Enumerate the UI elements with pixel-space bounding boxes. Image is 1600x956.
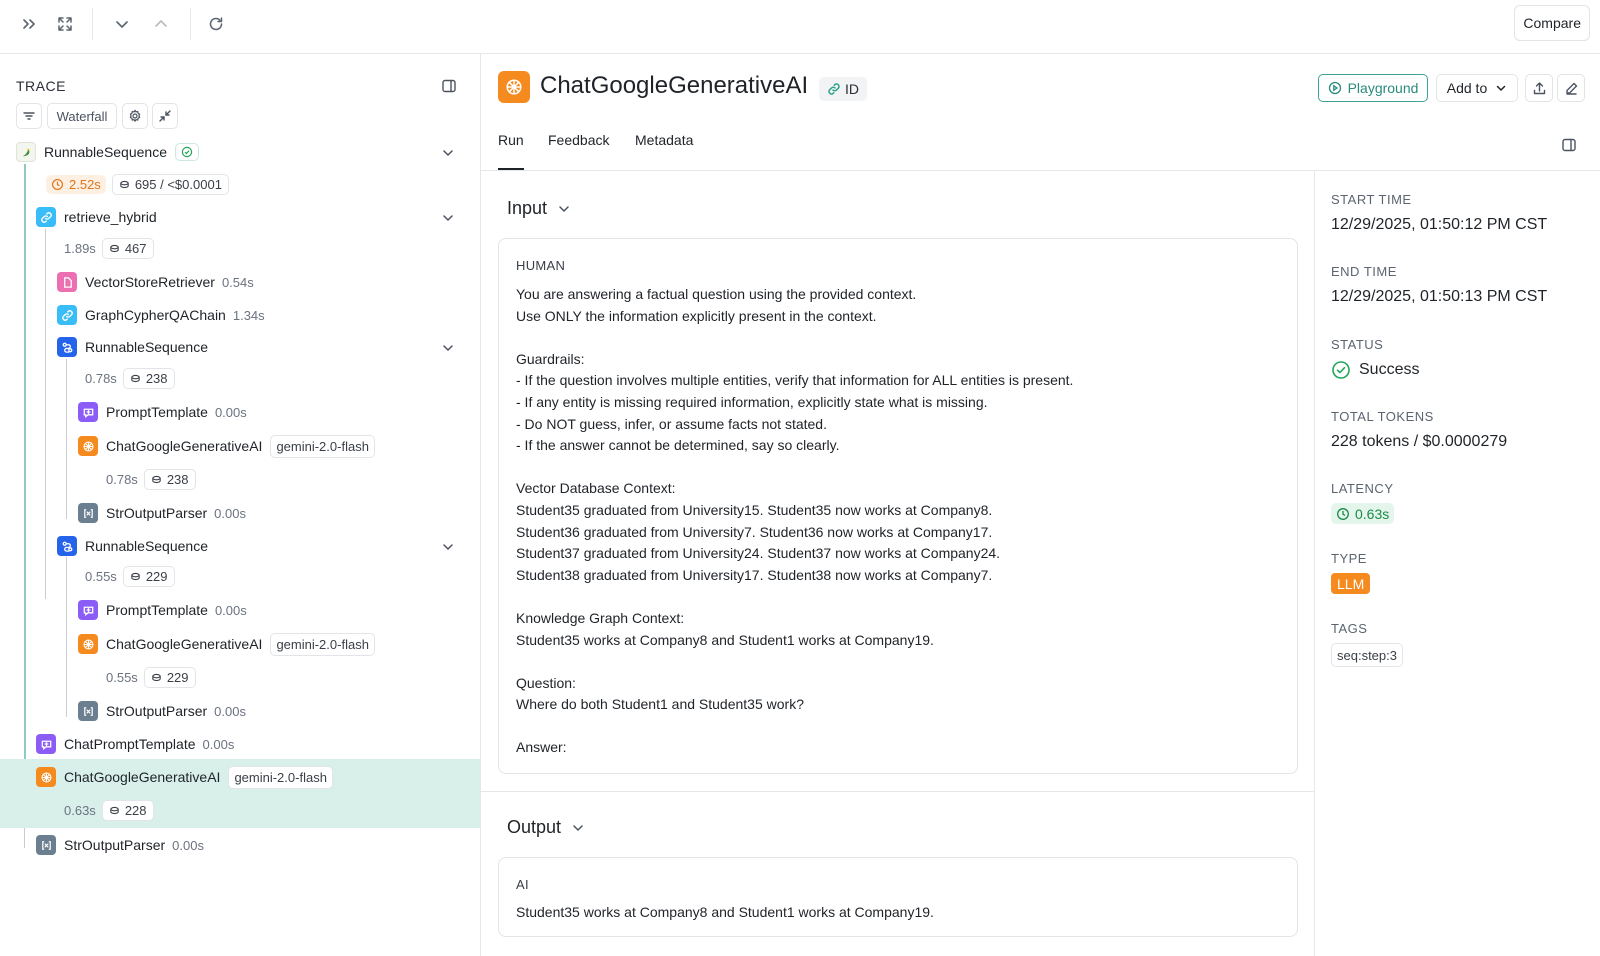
trace-panel [0, 54, 481, 956]
content-divider [1314, 171, 1315, 956]
status-label: STATUS [1331, 337, 1384, 352]
tree-node-chat-google-generative-ai-selected[interactable] [36, 765, 333, 789]
tab-run[interactable]: Run [498, 132, 524, 148]
status-text: Success [1359, 361, 1420, 378]
token-badge [144, 469, 196, 490]
clock-icon [51, 178, 64, 191]
sequence-icon [57, 536, 77, 556]
node-token-count: 229 [166, 669, 189, 685]
latency-label: LATENCY [1331, 481, 1394, 496]
root-token-count: 695 / <$0.0001 [134, 176, 222, 192]
latency-badge [1331, 503, 1394, 524]
llm-icon [78, 436, 98, 456]
add-to-button[interactable] [1436, 74, 1518, 102]
gear-icon [128, 109, 142, 123]
tree-node-name: StrOutputParser [106, 505, 208, 521]
llm-icon [498, 71, 530, 103]
node-latency: 0.54s [221, 274, 254, 290]
tree-node-name: ChatGoogleGenerativeAI [106, 438, 263, 454]
collapse-all-button[interactable] [152, 103, 178, 129]
chevron-down-icon [571, 821, 585, 835]
node-latency: 0.00s [214, 404, 247, 420]
total-tokens-value: 228 tokens / $0.0000279 [1331, 433, 1508, 450]
tree-node-runnable-sequence[interactable] [57, 335, 208, 359]
node-latency: 0.78s [106, 471, 138, 487]
share-button[interactable] [1525, 74, 1553, 102]
node-token-count: 238 [166, 471, 189, 487]
parser-icon [36, 835, 56, 855]
toolbar-divider [92, 8, 93, 40]
node-latency: 0.63s [64, 802, 96, 818]
tree-node-retrieve-hybrid[interactable] [36, 205, 157, 229]
tree-node-name: RunnableSequence [85, 339, 208, 355]
token-badge [123, 566, 175, 587]
trace-heading: TRACE [16, 78, 66, 94]
node-latency: 0.00s [214, 505, 246, 521]
parrot-icon [16, 142, 36, 162]
node-stats [106, 467, 196, 491]
node-latency: 1.89s [64, 240, 96, 256]
end-time-label: END TIME [1331, 264, 1397, 279]
token-badge [123, 368, 175, 389]
node-stats [64, 236, 154, 260]
tab-feedback[interactable]: Feedback [548, 132, 610, 148]
start-time-value: 12/29/2025, 01:50:12 PM CST [1331, 216, 1548, 233]
tree-line [66, 359, 67, 519]
tree-node-name: RunnableSequence [85, 538, 208, 554]
node-stats [106, 665, 196, 689]
tree-node-name: GraphCypherQAChain [85, 307, 226, 323]
node-latency: 0.00s [214, 703, 246, 719]
tree-line [66, 557, 67, 717]
type-badge: LLM [1331, 573, 1370, 594]
input-section-toggle[interactable] [507, 198, 571, 219]
end-time-value: 12/29/2025, 01:50:13 PM CST [1331, 288, 1548, 305]
panel-toggle-icon[interactable] [1561, 137, 1577, 153]
success-check-icon [1331, 360, 1351, 380]
tree-node-str-output-parser[interactable] [78, 699, 246, 723]
id-label: ID [845, 81, 859, 97]
token-badge [112, 174, 229, 195]
previous-run-icon[interactable] [146, 10, 176, 38]
node-token-count: 229 [145, 568, 168, 584]
tree-node-chat-google-generative-ai[interactable] [78, 632, 375, 656]
output-message-text: Student35 works at Company8 and Student1 works at Company19. [516, 904, 934, 920]
prompt-icon [78, 600, 98, 620]
chevron-down-icon[interactable] [441, 146, 455, 160]
tree-node-runnable-sequence-root[interactable] [16, 140, 199, 164]
tree-node-name: retrieve_hybrid [64, 209, 157, 225]
tree-node-name: ChatGoogleGenerativeAI [64, 769, 221, 785]
total-tokens-label: TOTAL TOKENS [1331, 409, 1434, 424]
fullscreen-icon[interactable] [50, 10, 80, 38]
run-title: ChatGoogleGenerativeAI [540, 72, 809, 99]
latency-badge [46, 175, 106, 194]
node-latency: 1.34s [232, 307, 265, 323]
upload-icon [1532, 81, 1547, 96]
panel-toggle-icon[interactable] [441, 78, 457, 94]
node-latency: 0.00s [202, 736, 235, 752]
tree-node-name: VectorStoreRetriever [85, 274, 215, 290]
tabs-divider [481, 170, 1600, 171]
compare-button[interactable]: Compare [1514, 5, 1590, 41]
sequence-icon [57, 337, 77, 357]
tree-node-graph-cypher-qa-chain[interactable] [57, 303, 265, 327]
document-icon [57, 272, 77, 292]
playground-label: Playground [1347, 80, 1419, 96]
message-role: HUMAN [516, 258, 566, 273]
tree-node-name: ChatPromptTemplate [64, 736, 196, 752]
toolbar-divider [190, 8, 191, 40]
parser-icon [78, 701, 98, 721]
token-icon [151, 672, 162, 683]
token-icon [109, 805, 120, 816]
clock-icon [1336, 507, 1350, 521]
tree-node-name: StrOutputParser [64, 837, 166, 853]
link-icon [57, 305, 77, 325]
link-icon [36, 207, 56, 227]
tree-node-prompt-template[interactable] [78, 400, 247, 424]
tree-node-str-output-parser[interactable] [36, 833, 204, 857]
prompt-icon [78, 402, 98, 422]
node-token-count: 238 [145, 370, 168, 386]
node-latency: 0.00s [214, 602, 247, 618]
chevron-down-icon[interactable] [441, 540, 455, 554]
pencil-icon [1564, 81, 1579, 96]
input-message-card [498, 238, 1298, 774]
copy-id-button[interactable] [819, 77, 867, 101]
tag-chip[interactable]: seq:step:3 [1331, 643, 1403, 667]
latency-value: 0.63s [1355, 505, 1390, 522]
tree-node-prompt-template[interactable] [78, 598, 247, 622]
model-badge: gemini-2.0-flash [270, 633, 375, 656]
play-circle-icon [1328, 81, 1342, 95]
root-latency: 2.52s [69, 176, 101, 192]
filter-button[interactable] [16, 103, 42, 129]
expand-panel-icon[interactable] [14, 10, 44, 38]
tree-node-name: StrOutputParser [106, 703, 208, 719]
tree-node-name: RunnableSequence [44, 144, 167, 160]
filter-icon [22, 109, 36, 123]
node-latency: 0.55s [106, 669, 138, 685]
node-latency: 0.78s [85, 370, 117, 386]
token-icon [130, 571, 141, 582]
node-token-count: 467 [124, 240, 147, 256]
node-stats [64, 798, 154, 822]
tree-node-name: ChatGoogleGenerativeAI [106, 636, 263, 652]
tree-node-chat-google-generative-ai[interactable] [78, 434, 375, 458]
token-icon [109, 243, 120, 254]
input-message-text: You are answering a factual question using the provided context. Use ONLY the information explicitly present in the context. Guardrails: - If the question involves multiple entities, verify that information for ALL entities is present. - If any entity is missing required information, explicitly state what is missing. - Do NOT guess, infer, or assume facts not stated. - If the answer cannot be determined, say so clearly. Vector Database Context: Student35 graduated from University15. Student35 now works at Company8. Student36 graduated from University7. Student36 now works at Company17. Student37 graduated from University24. Student37 now works at Company24. Student38 graduated from University17. Student38 now works at Company7. Knowledge Graph Context: Student35 works at Company8 and Student1 works at Company19. Question: Where do both Student1 and Student35 work? Answer: [516, 286, 1074, 756]
token-icon [151, 474, 162, 485]
tree-line [24, 164, 26, 774]
token-badge [102, 800, 154, 821]
token-badge [144, 667, 196, 688]
tab-metadata[interactable]: Metadata [635, 132, 694, 148]
status-value [1331, 360, 1419, 380]
tags-label: TAGS [1331, 621, 1368, 636]
output-message-card [498, 857, 1298, 937]
message-role: AI [516, 877, 529, 892]
next-run-icon[interactable] [107, 10, 137, 38]
llm-icon [36, 767, 56, 787]
model-badge: gemini-2.0-flash [228, 766, 333, 789]
parser-icon [78, 503, 98, 523]
edit-button[interactable] [1557, 74, 1585, 102]
settings-button[interactable] [122, 103, 148, 129]
start-time-label: START TIME [1331, 192, 1412, 207]
node-token-count: 228 [124, 802, 147, 818]
chevron-down-icon [1495, 82, 1507, 94]
root-stats [46, 172, 229, 196]
tree-line [45, 229, 46, 599]
tree-node-name: PromptTemplate [106, 404, 208, 420]
refresh-icon[interactable] [201, 10, 231, 38]
prompt-icon [36, 734, 56, 754]
output-section-toggle[interactable] [507, 817, 585, 838]
top-toolbar [0, 0, 1600, 54]
collapse-icon [158, 109, 172, 123]
node-stats [85, 366, 175, 390]
chevron-down-icon[interactable] [441, 211, 455, 225]
model-badge: gemini-2.0-flash [270, 435, 375, 458]
tree-node-chat-prompt-template[interactable] [36, 732, 234, 756]
tree-node-name: PromptTemplate [106, 602, 208, 618]
type-label: TYPE [1331, 551, 1367, 566]
llm-icon [78, 634, 98, 654]
node-latency: 0.00s [172, 837, 204, 853]
chevron-down-icon[interactable] [441, 341, 455, 355]
token-icon [119, 179, 130, 190]
section-divider [481, 791, 1314, 792]
tree-node-vector-store-retriever[interactable] [57, 270, 254, 294]
token-badge [102, 238, 154, 259]
link-icon [827, 82, 841, 96]
add-to-label: Add to [1446, 80, 1488, 96]
tree-node-runnable-sequence[interactable] [57, 534, 208, 558]
output-heading: Output [507, 817, 562, 837]
playground-button[interactable] [1318, 74, 1428, 102]
input-heading: Input [507, 198, 548, 218]
waterfall-button[interactable]: Waterfall [47, 103, 117, 129]
tree-node-str-output-parser[interactable] [78, 501, 246, 525]
chevron-down-icon [557, 202, 571, 216]
success-check-icon [175, 143, 199, 161]
node-latency: 0.55s [85, 568, 117, 584]
token-icon [130, 373, 141, 384]
node-stats [85, 564, 175, 588]
